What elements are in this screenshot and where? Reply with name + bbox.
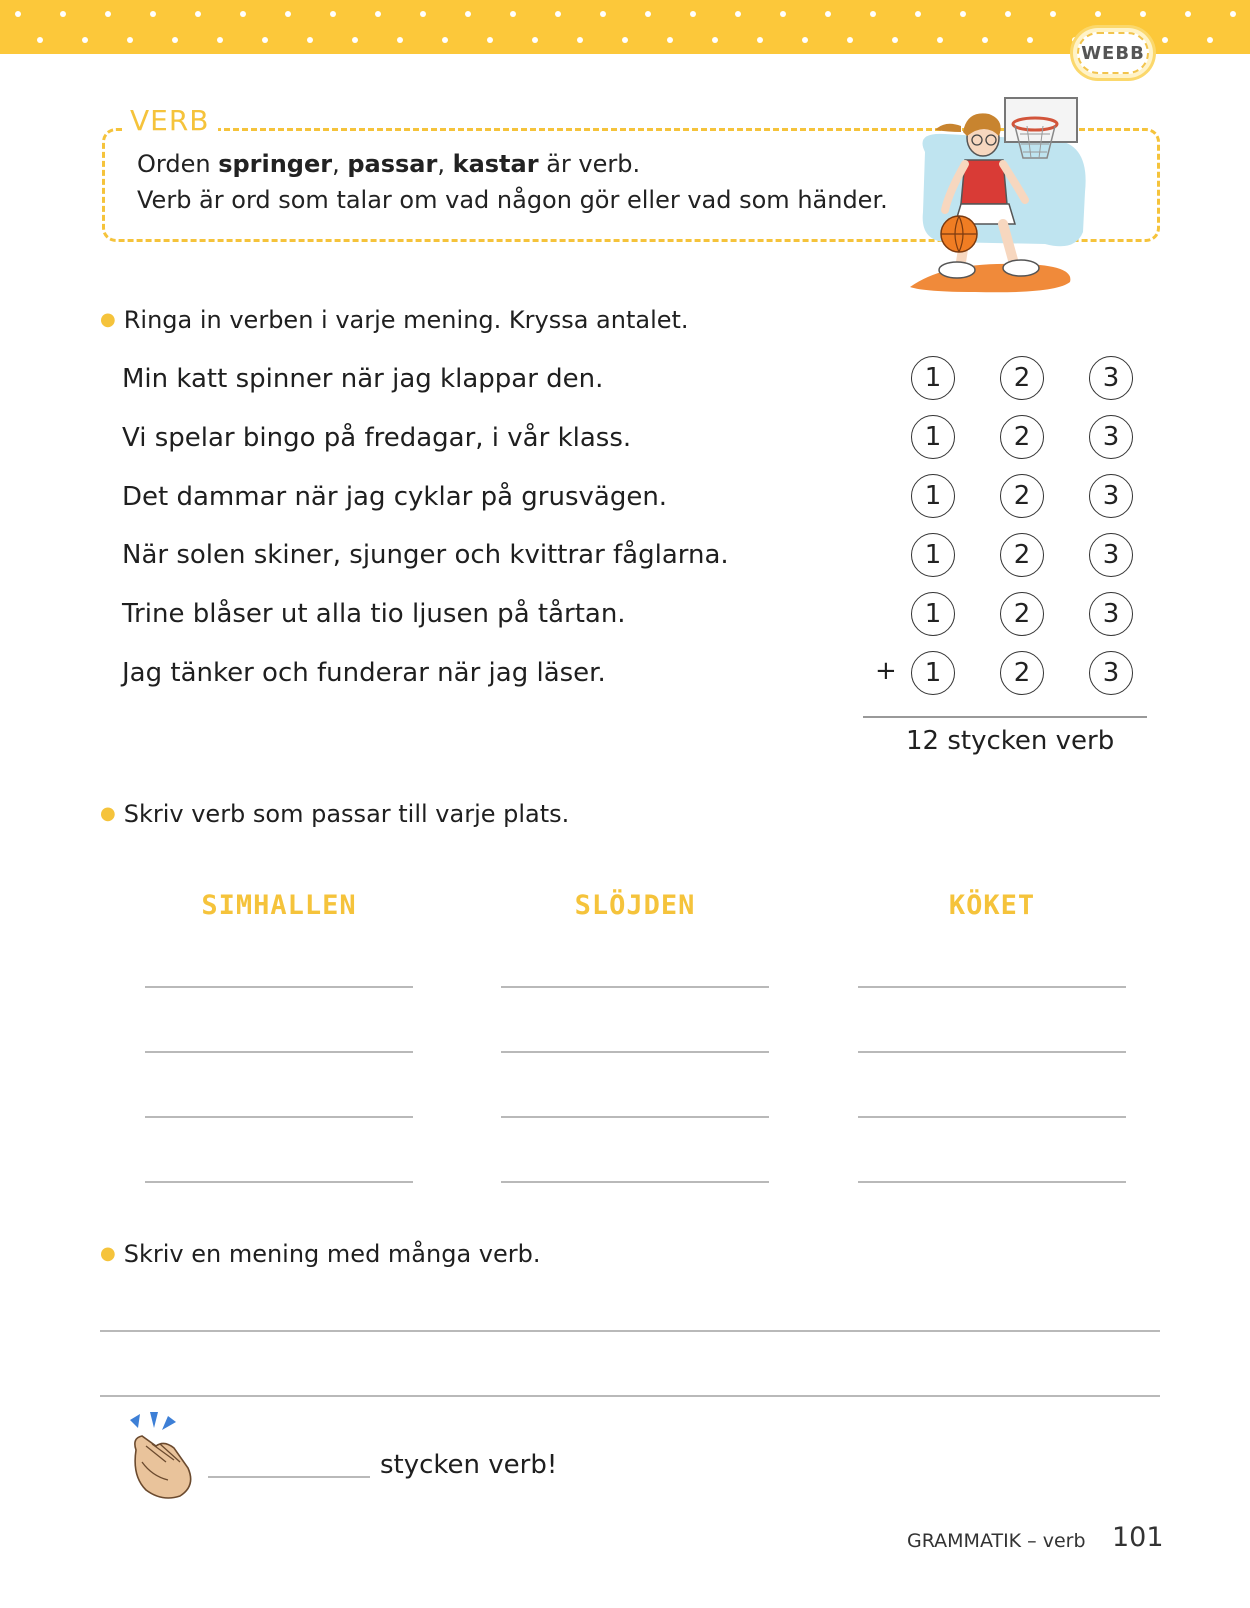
exercise2-instruction-text: Skriv verb som passar till varje plats.	[123, 800, 570, 828]
decor-dot	[780, 11, 786, 17]
decor-dot	[375, 11, 381, 17]
decor-dot	[712, 37, 718, 43]
verb-box-title: VERB	[124, 104, 218, 137]
def-text: Orden	[137, 150, 219, 178]
sentence-1[interactable]: Min katt spinner när jag klappar den.	[122, 364, 604, 394]
place-heading-slojden: SLÖJDEN	[574, 890, 696, 921]
count-option-3[interactable]: 3	[1089, 474, 1133, 518]
decor-dot	[645, 11, 651, 17]
answer-line-simhallen[interactable]	[145, 1051, 413, 1053]
basketball-girl-illustration	[905, 92, 1125, 302]
bullet-icon: ●	[100, 1243, 116, 1264]
decor-dot	[487, 37, 493, 43]
decor-dot	[577, 37, 583, 43]
decor-dot	[555, 11, 561, 17]
answer-line-simhallen[interactable]	[145, 1181, 413, 1183]
decor-dot	[847, 37, 853, 43]
sentence-answer-line[interactable]	[100, 1330, 1160, 1332]
exercise1-instruction-text: Ringa in verben i varje mening. Kryssa antalet.	[123, 306, 689, 334]
page-number: 101	[1112, 1522, 1164, 1553]
decor-dot	[150, 11, 156, 17]
decor-dot	[532, 37, 538, 43]
decor-dot	[802, 37, 808, 43]
decor-dot	[1140, 11, 1146, 17]
count-option-1[interactable]: 1	[911, 651, 955, 695]
decor-dot	[285, 11, 291, 17]
answer-line-koket[interactable]	[858, 1116, 1126, 1118]
decor-dot	[690, 11, 696, 17]
exercise2-instruction	[100, 800, 569, 828]
verb-word-passar: passar	[347, 150, 438, 178]
decor-dot	[37, 37, 43, 43]
decor-dot	[172, 37, 178, 43]
count-option-3[interactable]: 3	[1089, 533, 1133, 577]
answer-line-koket[interactable]	[858, 1181, 1126, 1183]
decor-dot	[330, 11, 336, 17]
count-label: stycken verb!	[380, 1450, 558, 1480]
decor-dot	[735, 11, 741, 17]
count-option-2[interactable]: 2	[1000, 474, 1044, 518]
bullet-icon: ●	[100, 309, 116, 330]
decor-dot	[195, 11, 201, 17]
plus-sign: +	[875, 656, 897, 686]
sentence-answer-line[interactable]	[100, 1395, 1160, 1397]
decor-dot	[397, 37, 403, 43]
sum-divider	[863, 716, 1147, 718]
footer-section: GRAMMATIK – verb	[907, 1530, 1086, 1552]
count-option-1[interactable]: 1	[911, 474, 955, 518]
decor-dot	[442, 37, 448, 43]
decor-dot	[915, 11, 921, 17]
decor-dot	[465, 11, 471, 17]
count-option-1[interactable]: 1	[911, 415, 955, 459]
definition-line-2: Verb är ord som talar om vad någon gör eller vad som händer.	[137, 186, 888, 214]
def-sep: ,	[332, 150, 348, 178]
count-option-3[interactable]: 3	[1089, 415, 1133, 459]
count-option-3[interactable]: 3	[1089, 651, 1133, 695]
decor-dot	[1185, 11, 1191, 17]
decor-dot	[1162, 37, 1168, 43]
decor-dot	[217, 37, 223, 43]
decor-dot	[307, 37, 313, 43]
decor-dot	[982, 37, 988, 43]
dot-pattern	[0, 0, 1250, 54]
decor-dot	[667, 37, 673, 43]
decor-dot	[15, 11, 21, 17]
decor-dot	[1050, 11, 1056, 17]
exercise1-instruction	[100, 306, 689, 334]
decor-dot	[82, 37, 88, 43]
answer-line-slojden[interactable]	[501, 986, 769, 988]
answer-line-koket[interactable]	[858, 986, 1126, 988]
decor-dot	[825, 11, 831, 17]
count-option-2[interactable]: 2	[1000, 592, 1044, 636]
decor-dot	[757, 37, 763, 43]
count-option-2[interactable]: 2	[1000, 651, 1044, 695]
decor-dot	[240, 11, 246, 17]
verb-word-kastar: kastar	[452, 150, 539, 178]
count-option-3[interactable]: 3	[1089, 592, 1133, 636]
answer-line-slojden[interactable]	[501, 1116, 769, 1118]
decor-dot	[870, 11, 876, 17]
sentence-3[interactable]: Det dammar när jag cyklar på grusvägen.	[122, 482, 668, 512]
exercise3-instruction	[100, 1240, 541, 1268]
answer-line-simhallen[interactable]	[145, 1116, 413, 1118]
count-option-2[interactable]: 2	[1000, 533, 1044, 577]
decor-dot	[1005, 11, 1011, 17]
def-text: är verb.	[538, 150, 641, 178]
decor-dot	[262, 37, 268, 43]
clapping-hands-icon	[122, 1410, 202, 1502]
decor-dot	[1207, 37, 1213, 43]
decor-dot	[60, 11, 66, 17]
decor-dot	[510, 11, 516, 17]
decor-dot	[105, 11, 111, 17]
decor-dot	[892, 37, 898, 43]
def-sep: ,	[437, 150, 453, 178]
sentence-4[interactable]: När solen skiner, sjunger och kvittrar fåglarna.	[122, 540, 729, 570]
decor-dot	[352, 37, 358, 43]
count-option-3[interactable]: 3	[1089, 356, 1133, 400]
decor-dot	[937, 37, 943, 43]
webb-badge-label[interactable]: WEBB	[1077, 32, 1149, 74]
decor-dot	[600, 11, 606, 17]
count-answer-line[interactable]	[208, 1476, 370, 1478]
top-banner	[0, 0, 1250, 54]
count-option-1[interactable]: 1	[911, 356, 955, 400]
bullet-icon: ●	[100, 803, 116, 824]
decor-dot	[622, 37, 628, 43]
decor-dot	[960, 11, 966, 17]
answer-line-slojden[interactable]	[501, 1181, 769, 1183]
decor-dot	[127, 37, 133, 43]
count-option-2[interactable]: 2	[1000, 356, 1044, 400]
exercise3-instruction-text: Skriv en mening med många verb.	[123, 1240, 541, 1268]
answer-line-slojden[interactable]	[501, 1051, 769, 1053]
sentence-5[interactable]: Trine blåser ut alla tio ljusen på tårtan.	[122, 599, 626, 629]
webb-badge[interactable]	[1073, 28, 1153, 78]
answer-line-simhallen[interactable]	[145, 986, 413, 988]
sentence-2[interactable]: Vi spelar bingo på fredagar, i vår klass.	[122, 423, 632, 453]
count-option-1[interactable]: 1	[911, 592, 955, 636]
definition-line-1	[137, 150, 640, 178]
decor-dot	[1027, 37, 1033, 43]
verb-word-springer: springer	[218, 150, 333, 178]
place-heading-simhallen: SIMHALLEN	[201, 890, 357, 921]
place-heading-koket: KÖKET	[948, 890, 1036, 921]
count-option-1[interactable]: 1	[911, 533, 955, 577]
decor-dot	[1095, 11, 1101, 17]
count-option-2[interactable]: 2	[1000, 415, 1044, 459]
answer-line-koket[interactable]	[858, 1051, 1126, 1053]
sentence-6[interactable]: Jag tänker och funderar när jag läser.	[122, 658, 606, 688]
total-count-text: 12 stycken verb	[906, 726, 1115, 756]
decor-dot	[1230, 11, 1236, 17]
decor-dot	[420, 11, 426, 17]
